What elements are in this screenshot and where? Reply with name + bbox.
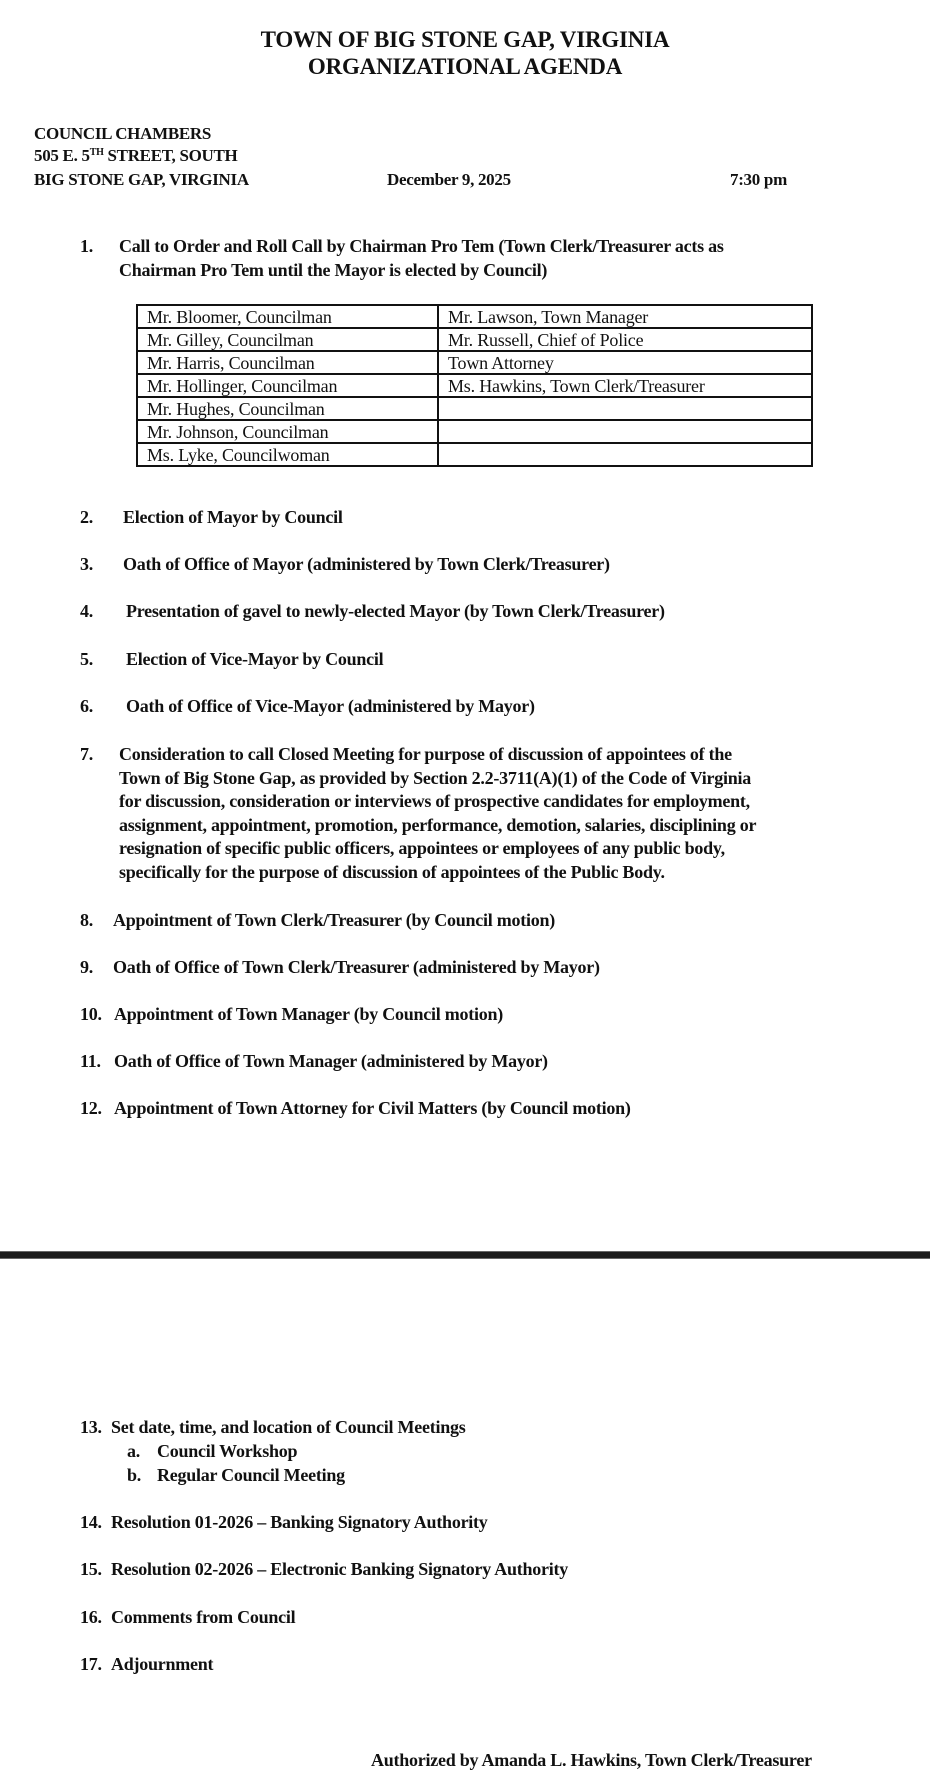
item-number: 4. <box>80 601 93 621</box>
item-text-line: Oath of Office of Mayor (administered by Town Clerk/Treasurer) <box>123 554 610 574</box>
item-text-line: Election of Mayor by Council <box>123 507 343 527</box>
item-text-line: Oath of Office of Vice-Mayor (administered by Mayor) <box>126 696 535 716</box>
item-number: 8. <box>80 910 93 930</box>
item-text-line: Adjournment <box>111 1654 214 1674</box>
table-row <box>137 443 812 466</box>
subitem-letter: b. <box>127 1465 142 1485</box>
agenda-item-16 <box>0 1606 930 1630</box>
item-number: 2. <box>80 507 93 527</box>
page-break-divider <box>0 1251 930 1259</box>
roll-cell: Mr. Russell, Chief of Police <box>438 328 812 351</box>
item-text-line: for discussion, consideration or interviews of prospective candidates for employment, <box>119 791 750 811</box>
item-number: 11. <box>80 1051 101 1071</box>
location-city: BIG STONE GAP, VIRGINIA <box>34 170 249 189</box>
item-text-line: Town of Big Stone Gap, as provided by Section 2.2-3711(A)(1) of the Code of Virginia <box>119 767 752 788</box>
roll-cell: Mr. Gilley, Councilman <box>137 328 438 351</box>
item-number: 14. <box>80 1512 102 1532</box>
item-number: 12. <box>80 1098 102 1118</box>
document-subtitle: ORGANIZATIONAL AGENDA <box>307 54 623 79</box>
meeting-date: December 9, 2025 <box>387 170 511 189</box>
street-name: STREET, SOUTH <box>103 146 238 165</box>
roll-cell <box>438 420 812 443</box>
agenda-subitem-13a <box>0 1440 930 1464</box>
authorization-signature: Authorized by Amanda L. Hawkins, Town Clerk/Treasurer <box>371 1750 812 1770</box>
item-text-line: Appointment of Town Clerk/Treasurer (by Council motion) <box>113 910 555 930</box>
item-text-line: Resolution 02-2026 – Electronic Banking Signatory Authority <box>111 1559 568 1579</box>
item-number: 3. <box>80 554 93 574</box>
item-text-line: Oath of Office of Town Manager (administered by Mayor) <box>114 1051 548 1071</box>
location-name: COUNCIL CHAMBERS <box>34 124 212 143</box>
agenda-item-8 <box>0 909 930 933</box>
item-number: 13. <box>80 1417 102 1437</box>
agenda-item-12 <box>0 1097 930 1121</box>
roll-cell: Mr. Bloomer, Councilman <box>137 305 438 328</box>
roll-call-table <box>136 304 813 467</box>
item-text-line: Oath of Office of Town Clerk/Treasurer (administered by Mayor) <box>113 957 600 977</box>
item-text-line: specifically for the purpose of discussion of appointees of the Public Body. <box>119 861 665 882</box>
item-text-line: Appointment of Town Attorney for Civil Matters (by Council motion) <box>114 1098 631 1118</box>
item-number: 5. <box>80 649 93 669</box>
subitem-text: Regular Council Meeting <box>157 1465 345 1485</box>
agenda-item-2 <box>0 506 930 530</box>
item-text-line: Election of Vice-Mayor by Council <box>126 649 384 669</box>
roll-cell: Mr. Harris, Councilman <box>137 351 438 374</box>
agenda-item-13 <box>0 1416 930 1440</box>
item-text-line: resignation of specific public officers, appointees or employees of any public body, <box>119 838 725 858</box>
agenda-item-17 <box>0 1653 930 1677</box>
item-number: 17. <box>80 1654 102 1674</box>
item-number: 6. <box>80 696 93 716</box>
item-number: 1. <box>80 236 93 256</box>
agenda-item-9 <box>0 956 930 980</box>
roll-cell: Mr. Johnson, Councilman <box>137 420 438 443</box>
roll-cell: Town Attorney <box>438 351 812 374</box>
item-text-line: Presentation of gavel to newly-elected Mayor (by Town Clerk/Treasurer) <box>126 601 665 621</box>
location-street <box>34 145 237 166</box>
table-row <box>137 305 812 328</box>
item-text-line: Chairman Pro Tem until the Mayor is elected by Council) <box>119 259 548 280</box>
item-number: 9. <box>80 957 93 977</box>
roll-cell: Mr. Hughes, Councilman <box>137 397 438 420</box>
roll-cell: Ms. Hawkins, Town Clerk/Treasurer <box>438 374 812 397</box>
roll-cell: Mr. Lawson, Town Manager <box>438 305 812 328</box>
meeting-time: 7:30 pm <box>730 170 787 189</box>
agenda-subitem-13b <box>0 1464 930 1488</box>
agenda-item-6 <box>0 695 930 719</box>
item-text-line: assignment, appointment, promotion, performance, demotion, salaries, disciplining or <box>119 814 757 835</box>
table-row <box>137 374 812 397</box>
item-text-line: Comments from Council <box>111 1607 296 1627</box>
item-number: 15. <box>80 1559 102 1579</box>
subitem-text: Council Workshop <box>157 1441 298 1461</box>
agenda-item-14 <box>0 1511 930 1535</box>
item-text-line: Set date, time, and location of Council Meetings <box>111 1417 466 1437</box>
item-text-line: Resolution 01-2026 – Banking Signatory Authority <box>111 1512 488 1532</box>
table-row <box>137 351 812 374</box>
table-row <box>137 420 812 443</box>
agenda-item-4 <box>0 600 930 624</box>
item-text-line: Appointment of Town Manager (by Council motion) <box>114 1004 503 1024</box>
item-number: 10. <box>80 1004 102 1024</box>
table-row <box>137 328 812 351</box>
agenda-item-7 <box>0 743 930 888</box>
roll-cell <box>438 397 812 420</box>
agenda-item-15 <box>0 1558 930 1582</box>
item-text-line: Call to Order and Roll Call by Chairman Pro Tem (Town Clerk/Treasurer acts as <box>119 236 724 256</box>
agenda-item-11 <box>0 1050 930 1074</box>
document-title: TOWN OF BIG STONE GAP, VIRGINIA <box>260 27 670 52</box>
table-row <box>137 397 812 420</box>
item-text-line: Consideration to call Closed Meeting for purpose of discussion of appointees of the <box>119 744 732 764</box>
roll-cell: Ms. Lyke, Councilwoman <box>137 443 438 466</box>
roll-cell: Mr. Hollinger, Councilman <box>137 374 438 397</box>
street-number: 505 E. 5 <box>34 146 90 165</box>
roll-cell <box>438 443 812 466</box>
agenda-item-5 <box>0 648 930 672</box>
agenda-item-10 <box>0 1003 930 1027</box>
ordinal-suffix: TH <box>89 147 104 158</box>
subitem-letter: a. <box>127 1441 140 1461</box>
item-number: 7. <box>80 744 93 764</box>
item-number: 16. <box>80 1607 102 1627</box>
agenda-item-3 <box>0 553 930 577</box>
